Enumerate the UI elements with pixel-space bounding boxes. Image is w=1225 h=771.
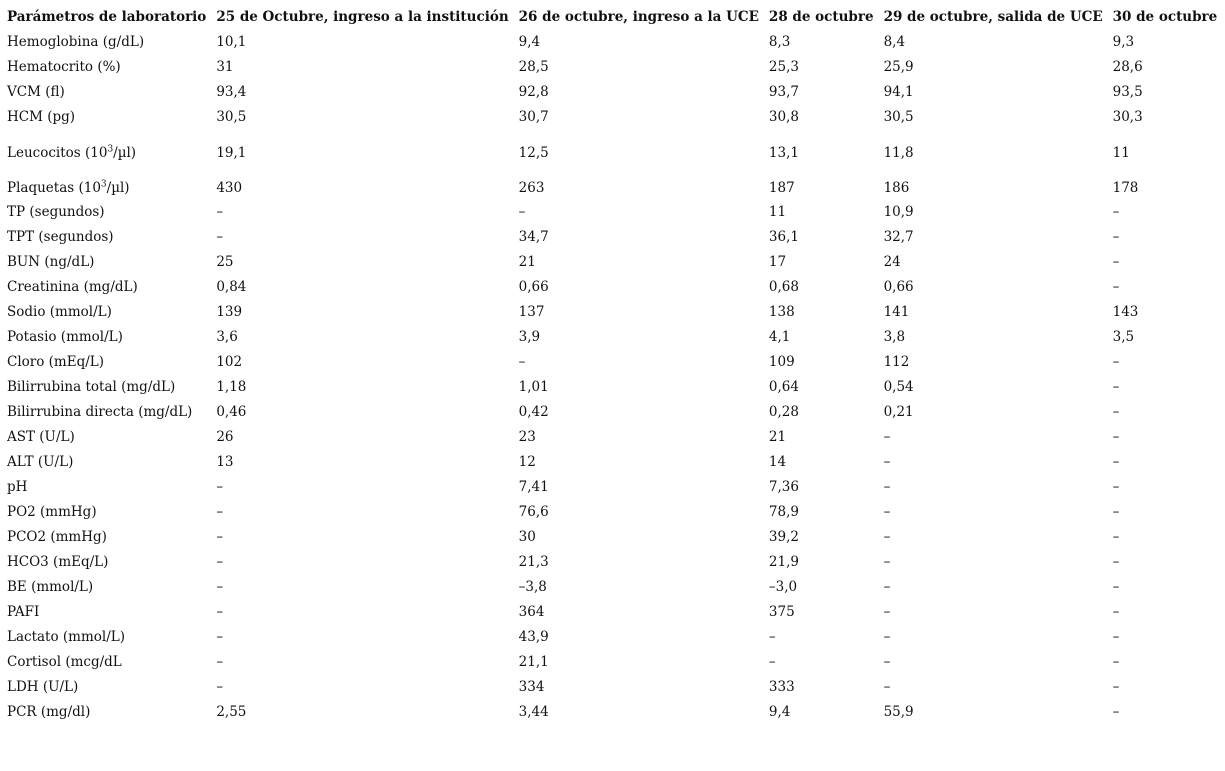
value-cell: 3,9 [518, 328, 541, 345]
value-cell: – [216, 678, 224, 695]
value-cell: 333 [768, 678, 795, 695]
table-row [5, 54, 1225, 79]
table-body [5, 29, 1225, 724]
value-cell: 93,5 [1112, 83, 1143, 100]
value-cell: – [768, 628, 776, 645]
value-cell: 12,5 [518, 145, 549, 161]
parameter-label: Leucocitos (10 [7, 145, 108, 161]
parameter-cell [5, 424, 214, 449]
value-cell: 0,64 [768, 378, 799, 395]
value-cell: 93,7 [768, 83, 799, 100]
value-cell: 28,6 [1112, 58, 1143, 75]
table-row [5, 224, 1225, 249]
table-row [5, 274, 1225, 299]
header-parameter: Parámetros de laboratorio [7, 9, 207, 25]
value-cell: – [216, 653, 224, 670]
parameter-label: Creatinina (mg/dL) [7, 278, 138, 295]
value-cell: 0,54 [883, 378, 914, 395]
value-cell: 430 [216, 180, 243, 196]
parameter-cell [5, 274, 214, 299]
table-row [5, 674, 1225, 699]
value-cell: 1,01 [518, 378, 549, 395]
value-cell: 3,6 [216, 328, 238, 345]
parameter-label: Plaquetas (10 [7, 180, 101, 196]
value-cell: – [1112, 203, 1120, 220]
table-row [5, 399, 1225, 424]
parameter-label: Sodio (mmol/L) [7, 303, 112, 320]
value-cell: 8,4 [883, 33, 906, 50]
value-cell: – [1112, 553, 1120, 570]
parameter-cell [5, 674, 214, 699]
parameter-label: Cloro (mEq/L) [7, 353, 104, 370]
parameter-cell [5, 474, 214, 499]
value-cell: 25,3 [768, 58, 799, 75]
table-row [5, 199, 1225, 224]
header-date-30-oct: 30 de octubre [1112, 9, 1218, 25]
value-cell: 138 [768, 303, 795, 320]
lab-results-table [5, 5, 1225, 724]
value-cell: – [1112, 603, 1120, 620]
parameter-exponent: 3 [100, 179, 107, 190]
value-cell: – [1112, 278, 1120, 295]
value-cell: 30,3 [1112, 108, 1143, 125]
parameter-label: PAFI [7, 603, 40, 620]
value-cell: – [1112, 628, 1120, 645]
table-row [5, 499, 1225, 524]
value-cell: 76,6 [518, 503, 549, 520]
table-row [5, 29, 1225, 54]
parameter-label: pH [7, 478, 28, 495]
value-cell: 43,9 [518, 628, 549, 645]
value-cell: – [883, 453, 891, 470]
parameter-cell [5, 54, 214, 79]
value-cell: 10,9 [883, 203, 914, 220]
value-cell: – [883, 528, 891, 545]
value-cell: 9,4 [768, 703, 791, 720]
value-cell: 112 [883, 353, 910, 370]
header-date-26-oct: 26 de octubre, ingreso a la UCE [518, 9, 759, 25]
value-cell: – [1112, 678, 1120, 695]
parameter-cell [5, 129, 214, 164]
parameter-label: Potasio (mmol/L) [7, 328, 123, 345]
parameter-label: PCO2 (mmHg) [7, 528, 107, 545]
table-row [5, 79, 1225, 104]
value-cell: 21,1 [518, 653, 549, 670]
value-cell: – [1112, 703, 1120, 720]
value-cell: 186 [883, 180, 910, 196]
parameter-unit-suffix: /µl) [113, 145, 137, 161]
table-row [5, 549, 1225, 574]
parameter-cell [5, 164, 214, 199]
value-cell: 11 [1112, 145, 1130, 161]
parameter-cell [5, 104, 214, 129]
value-cell: – [518, 353, 526, 370]
value-cell: 0,68 [768, 278, 799, 295]
value-cell: – [768, 653, 776, 670]
value-cell: 7,41 [518, 478, 549, 495]
value-cell: 3,8 [883, 328, 906, 345]
table-row [5, 424, 1225, 449]
value-cell: 30 [518, 528, 536, 545]
value-cell: – [216, 228, 224, 245]
value-cell: 21,3 [518, 553, 549, 570]
header-date-25-oct: 25 de Octubre, ingreso a la institución [216, 9, 509, 25]
value-cell: 93,4 [216, 83, 247, 100]
value-cell: 9,3 [1112, 33, 1135, 50]
value-cell: 36,1 [768, 228, 799, 245]
parameter-unit-suffix: /µl) [106, 180, 130, 196]
table-row [5, 699, 1225, 724]
value-cell: – [1112, 403, 1120, 420]
parameter-cell [5, 79, 214, 104]
value-cell: 21,9 [768, 553, 799, 570]
table-row [5, 164, 1225, 199]
table-row [5, 324, 1225, 349]
value-cell: – [883, 478, 891, 495]
parameter-cell [5, 299, 214, 324]
parameter-label: Bilirrubina total (mg/dL) [7, 378, 176, 395]
value-cell: 11,8 [883, 145, 914, 161]
parameter-label: Lactato (mmol/L) [7, 628, 125, 645]
value-cell: 21 [768, 428, 787, 445]
value-cell: 0,42 [518, 403, 549, 420]
parameter-label: TPT (segundos) [7, 228, 114, 245]
parameter-cell [5, 199, 214, 224]
value-cell: 19,1 [216, 145, 247, 161]
value-cell: – [1112, 653, 1120, 670]
value-cell: 24 [883, 253, 901, 270]
table-header [5, 5, 1225, 29]
value-cell: 34,7 [518, 228, 549, 245]
value-cell: 3,5 [1112, 328, 1135, 345]
parameter-label: HCO3 (mEq/L) [7, 553, 109, 570]
value-cell: 26 [216, 428, 234, 445]
value-cell: – [1112, 253, 1120, 270]
value-cell: – [883, 653, 891, 670]
table-row [5, 624, 1225, 649]
value-cell: 32,7 [883, 228, 914, 245]
table-row [5, 299, 1225, 324]
value-cell: 4,1 [768, 328, 791, 345]
value-cell: – [883, 503, 891, 520]
value-cell: – [883, 678, 891, 695]
value-cell: 143 [1112, 303, 1139, 320]
value-cell: 78,9 [768, 503, 799, 520]
parameter-label: LDH (U/L) [7, 678, 79, 695]
value-cell: 30,5 [216, 108, 247, 125]
parameter-label: PO2 (mmHg) [7, 503, 97, 520]
parameter-label: Cortisol (mcg/dL [7, 653, 122, 670]
table-row [5, 599, 1225, 624]
parameter-cell [5, 249, 214, 274]
parameter-label: HCM (pg) [7, 108, 76, 125]
value-cell: – [883, 553, 891, 570]
value-cell: 0,84 [216, 278, 247, 295]
value-cell: 17 [768, 253, 787, 270]
value-cell: 14 [768, 453, 787, 470]
value-cell: – [216, 603, 224, 620]
value-cell: 12 [518, 453, 536, 470]
parameter-label: Bilirrubina directa (mg/dL) [7, 403, 193, 420]
value-cell: – [216, 503, 224, 520]
value-cell: 0,66 [518, 278, 549, 295]
parameter-label: ALT (U/L) [7, 453, 74, 470]
parameter-label: TP (segundos) [7, 203, 105, 220]
value-cell: 141 [883, 303, 910, 320]
value-cell: 1,18 [216, 378, 247, 395]
value-cell: 109 [768, 353, 795, 370]
value-cell: – [216, 478, 224, 495]
value-cell: 187 [768, 180, 795, 196]
value-cell: 94,1 [883, 83, 914, 100]
value-cell: 139 [216, 303, 243, 320]
value-cell: – [1112, 578, 1120, 595]
value-cell: – [1112, 378, 1120, 395]
table-row [5, 349, 1225, 374]
table-row [5, 249, 1225, 274]
value-cell: – [216, 528, 224, 545]
value-cell: – [883, 628, 891, 645]
value-cell: – [216, 553, 224, 570]
value-cell: –3,8 [518, 578, 547, 595]
value-cell: 30,5 [883, 108, 914, 125]
table-row [5, 129, 1225, 164]
value-cell: 8,3 [768, 33, 791, 50]
value-cell: 0,21 [883, 403, 914, 420]
value-cell: –3,0 [768, 578, 798, 595]
value-cell: 102 [216, 353, 243, 370]
value-cell: 364 [518, 603, 545, 620]
value-cell: – [216, 203, 224, 220]
value-cell: 30,8 [768, 108, 799, 125]
parameter-label: PCR (mg/dl) [7, 703, 91, 720]
value-cell: – [1112, 528, 1120, 545]
value-cell: 3,44 [518, 703, 549, 720]
parameter-label: BE (mmol/L) [7, 578, 94, 595]
table-row [5, 374, 1225, 399]
value-cell: 137 [518, 303, 545, 320]
value-cell: 0,46 [216, 403, 247, 420]
value-cell: 25 [216, 253, 234, 270]
value-cell: 178 [1112, 180, 1139, 196]
value-cell: – [216, 628, 224, 645]
value-cell: 39,2 [768, 528, 799, 545]
value-cell: – [1112, 353, 1120, 370]
value-cell: – [1112, 503, 1120, 520]
parameter-exponent: 3 [107, 144, 114, 155]
parameter-cell [5, 524, 214, 549]
parameter-cell [5, 29, 214, 54]
value-cell: – [518, 203, 526, 220]
value-cell: 92,8 [518, 83, 549, 100]
value-cell: 28,5 [518, 58, 549, 75]
value-cell: 55,9 [883, 703, 914, 720]
header-date-28-oct: 28 de octubre [768, 9, 874, 25]
parameter-label: VCM (fl) [7, 83, 65, 100]
table-row [5, 104, 1225, 129]
value-cell: 2,55 [216, 703, 247, 720]
value-cell: – [883, 578, 891, 595]
parameter-label: Hemoglobina (g/dL) [7, 33, 145, 50]
parameter-label: AST (U/L) [7, 428, 75, 445]
value-cell: – [883, 428, 891, 445]
parameter-cell [5, 624, 214, 649]
parameter-cell [5, 399, 214, 424]
value-cell: – [883, 603, 891, 620]
parameter-label: BUN (ng/dL) [7, 253, 95, 270]
parameter-cell [5, 449, 214, 474]
value-cell: 375 [768, 603, 795, 620]
value-cell: 21 [518, 253, 536, 270]
table-row [5, 649, 1225, 674]
parameter-cell [5, 499, 214, 524]
table-row [5, 574, 1225, 599]
value-cell: 30,7 [518, 108, 549, 125]
value-cell: – [1112, 478, 1120, 495]
value-cell: 13,1 [768, 145, 799, 161]
parameter-cell [5, 349, 214, 374]
value-cell: – [1112, 228, 1120, 245]
table-row [5, 449, 1225, 474]
value-cell: 0,28 [768, 403, 799, 420]
header-date-29-oct: 29 de octubre, salida de UCE [883, 9, 1103, 25]
parameter-cell [5, 324, 214, 349]
value-cell: 25,9 [883, 58, 914, 75]
value-cell: 7,36 [768, 478, 799, 495]
value-cell: 9,4 [518, 33, 541, 50]
value-cell: 263 [518, 180, 545, 196]
value-cell: 31 [216, 58, 234, 75]
value-cell: 0,66 [883, 278, 914, 295]
value-cell: 11 [768, 203, 787, 220]
table-row [5, 474, 1225, 499]
table-row [5, 524, 1225, 549]
value-cell: – [1112, 453, 1120, 470]
parameter-cell [5, 224, 214, 249]
parameter-cell [5, 649, 214, 674]
value-cell: 10,1 [216, 33, 247, 50]
parameter-cell [5, 549, 214, 574]
value-cell: 23 [518, 428, 536, 445]
header-row [5, 5, 1225, 29]
parameter-cell [5, 374, 214, 399]
value-cell: – [1112, 428, 1120, 445]
parameter-label: Hematocrito (%) [7, 58, 121, 75]
value-cell: – [216, 578, 224, 595]
parameter-cell [5, 599, 214, 624]
value-cell: 13 [216, 453, 234, 470]
parameter-cell [5, 574, 214, 599]
value-cell: 334 [518, 678, 545, 695]
parameter-cell [5, 699, 214, 724]
